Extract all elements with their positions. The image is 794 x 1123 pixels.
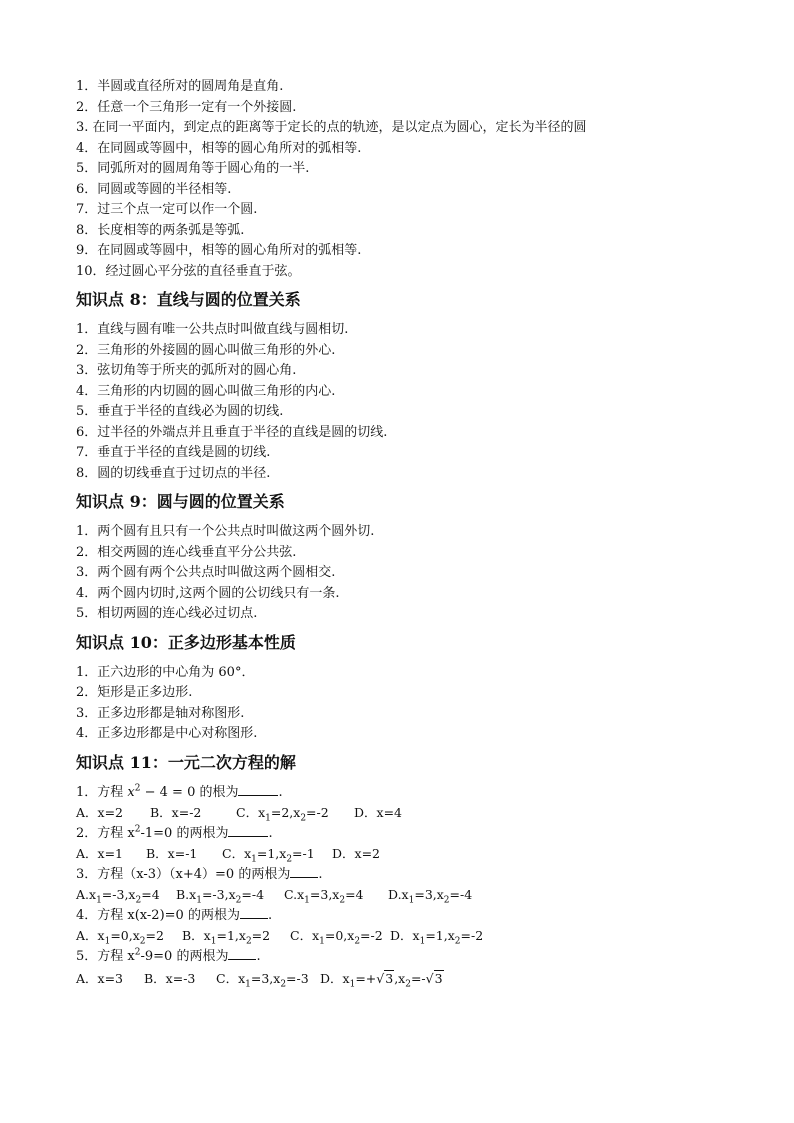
section7-list <box>76 77 756 282</box>
question-4-options <box>76 926 756 947</box>
list-item: 2．任意一个三角形一定有一个外接圆. <box>76 99 297 115</box>
list-item: 3. 在同一平面内，到定点的距离等于定长的点的轨迹，是以定点为圆心，定长为半径的圆 <box>76 120 587 135</box>
section8-heading: 知识点 8：直线与圆的位置关系 <box>76 290 301 309</box>
list-item: 5．垂直于半径的直线必为圆的切线. <box>76 404 284 419</box>
option-b: B．x=-1 <box>146 846 198 861</box>
list-item: 2．相交两圆的连心线垂直平分公共弦. <box>76 544 297 560</box>
answer-blank <box>238 783 278 796</box>
section10-list <box>76 663 756 745</box>
option-a: A．$x_1=0,x_2=2$ <box>76 928 164 947</box>
list-item: 1．两个圆有且只有一个公共点时叫做这两个圆外切. <box>76 524 375 539</box>
option-b: B．x=-2 <box>150 805 202 820</box>
question-4: 4．方程 x(x-2)=0 的两根为 . <box>76 907 273 923</box>
question-5: 5．方程 $x^2-9=0$ 的两根为 . <box>76 947 261 964</box>
list-item: 6．同圆或等圆的半径相等. <box>76 181 232 197</box>
list-item: 3．弦切角等于所夹的弧所对的圆心角. <box>76 363 297 378</box>
option-d: D．$x_1=1,x_2=-2$ <box>390 928 484 947</box>
section8-list <box>76 320 756 484</box>
list-item: 5．同弧所对的圆周角等于圆心角的一半. <box>76 161 310 176</box>
list-item: 4．三角形的内切圆的圆心叫做三角形的内心. <box>76 383 336 399</box>
question-3-options <box>76 885 756 906</box>
list-item: 8．长度相等的两条弧是等弧. <box>76 222 245 238</box>
question-1-options <box>76 803 756 824</box>
list-item: 4．正多边形都是中心对称图形. <box>76 726 258 741</box>
option-a: A．x=3 <box>76 971 124 986</box>
option-a: $A.x_1=-3,x_2=4$ <box>76 887 160 906</box>
section10-heading: 知识点 10：正多边形基本性质 <box>76 632 296 652</box>
section9-heading: 知识点 9：圆与圆的位置关系 <box>76 492 285 511</box>
option-c: C．$x_1=0,x_2=-2$ <box>290 928 383 947</box>
answer-blank <box>240 906 268 919</box>
option-d: $D.x_1=3,x_2=-4$ <box>388 887 473 906</box>
option-d: D．x=4 <box>354 805 402 820</box>
list-item: 2．三角形的外接圆的圆心叫做三角形的外心. <box>76 342 336 358</box>
section11-questions <box>76 783 756 992</box>
list-item: 3．正多边形都是轴对称图形. <box>76 705 245 721</box>
section11-heading: 知识点 11：一元二次方程的解 <box>76 752 296 772</box>
list-item: 4．在同圆或等圆中，相等的圆心角所对的弧相等. <box>76 140 362 156</box>
section9-list <box>76 522 756 625</box>
list-item: 10．经过圆心平分弦的直径垂直于弦。 <box>76 263 301 279</box>
sqrt-symbol: √3 <box>376 971 394 986</box>
question-2: 2．方程 $x^2-1=0$ 的两根为 . <box>76 824 273 841</box>
list-item: 3．两个圆有两个公共点时叫做这两个圆相交. <box>76 565 336 580</box>
list-item: 1．正六边形的中心角为 60°． <box>76 664 255 680</box>
list-item: 4．两个圆内切时,这两个圆的公切线只有一条. <box>76 585 340 601</box>
option-d: D．$x_1=+√3,x_2=-√3$ <box>320 967 444 991</box>
option-c: C．$x_1=1,x_2=-1$ <box>222 846 315 865</box>
answer-blank <box>228 947 256 960</box>
option-b: $B.x_1=-3,x_2=-4$ <box>176 887 265 906</box>
question-2-options <box>76 844 756 865</box>
option-c: C．$x_1=3,x_2=-3$ <box>216 971 309 990</box>
option-a: A．x=1 <box>76 846 124 861</box>
option-d: D．x=2 <box>332 846 380 861</box>
document-content <box>76 77 756 991</box>
list-item: 9．在同圆或等圆中，相等的圆心角所对的弧相等. <box>76 243 362 258</box>
list-item: 1．直线与圆有唯一公共点时叫做直线与圆相切. <box>76 322 349 337</box>
list-item: 8．圆的切线垂直于过切点的半径. <box>76 465 271 481</box>
answer-blank <box>290 865 318 878</box>
list-item: 6．过半径的外端点并且垂直于半径的直线是圆的切线. <box>76 424 388 440</box>
list-item: 5．相切两圆的连心线必过切点. <box>76 606 258 621</box>
list-item: 7．过三个点一定可以作一个圆. <box>76 202 258 217</box>
option-a: A．x=2 <box>76 805 124 820</box>
sqrt-symbol: √3 <box>425 971 443 986</box>
list-item: 1．半圆或直径所对的圆周角是直角. <box>76 79 284 94</box>
answer-blank <box>228 824 268 837</box>
option-c: C．$x_1=2,x_2=-2$ <box>236 805 329 824</box>
option-b: B．x=-3 <box>144 971 196 986</box>
question-3: 3．方程（x-3）（x+4）=0 的两根为 . <box>76 866 323 882</box>
question-1: 1．方程 $x^2 - 4 = 0$ 的根为 . <box>76 783 283 800</box>
option-c: $C.x_1=3,x_2=4$ <box>284 887 364 906</box>
list-item: 2．矩形是正多边形. <box>76 685 193 700</box>
question-5-options <box>76 967 756 991</box>
list-item: 7．垂直于半径的直线是圆的切线. <box>76 445 271 460</box>
option-b: B．$x_1=1,x_2=2$ <box>182 928 271 947</box>
